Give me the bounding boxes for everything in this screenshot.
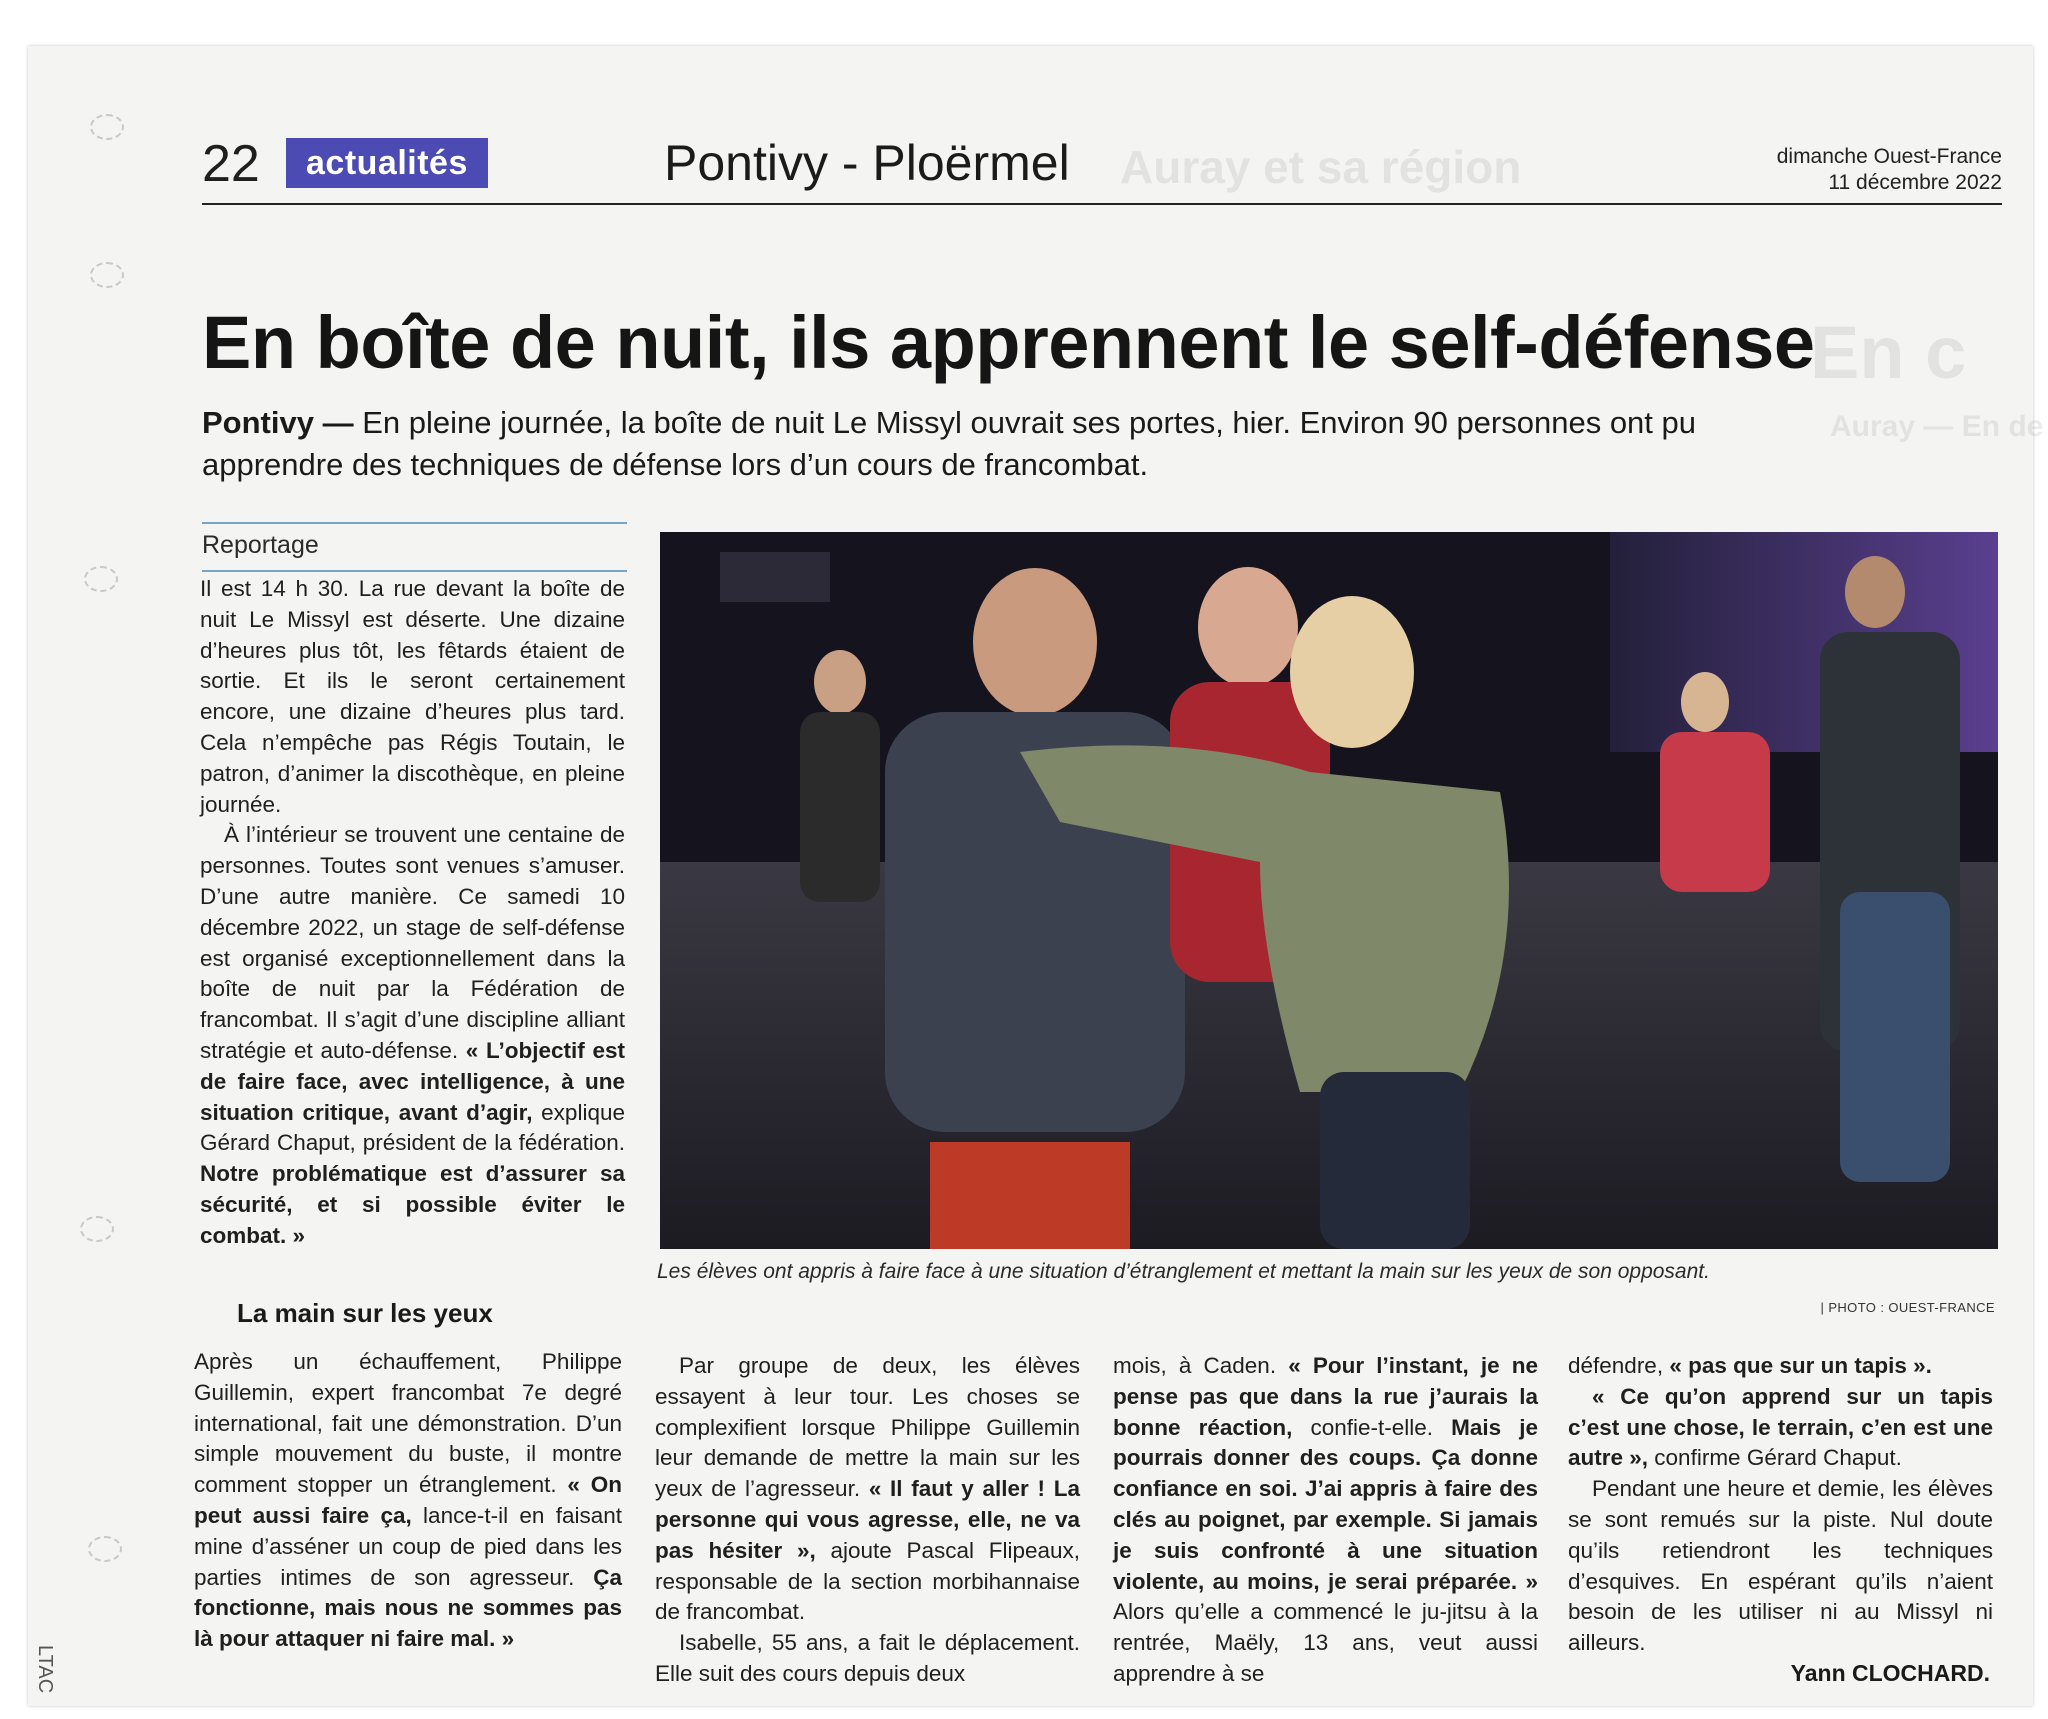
quote-bold: Mais je pourrais donner des coups. Ça donne confiance en soi. J’ai appris à faire des clés au poignet, par exemple. Si jamais je suis confronté à une situation violente, au moins, je serai préparée. » — [1113, 1414, 1538, 1594]
paragraph: Pendant une heure et demie, les élèves se sont remués sur la piste. Nul doute qu’ils retiendront les techniques d’esquives. En espérant qu’ils n’aient besoin de les utiliser ni au Missyl ni ailleurs. — [1568, 1476, 1993, 1656]
reportage-rule-bottom — [202, 570, 627, 572]
standfirst-text: En pleine journée, la boîte de nuit Le Missyl ouvrait ses portes, hier. Environ 90 personnes ont pu apprendre des techniques de défense lors d’un cours de francombat. — [202, 405, 1697, 482]
screen — [720, 552, 830, 602]
photo-illustration — [660, 532, 1998, 1249]
margin-mark: LTAC — [34, 1645, 56, 1694]
edition-title: Pontivy - Ploërmel — [664, 135, 1070, 191]
paragraph — [1568, 1351, 1993, 1382]
text-run: confirme Gérard Chaput. — [1648, 1445, 1902, 1471]
punch-hole — [88, 1536, 122, 1562]
text-run: Alors qu’elle a commencé le ju-jitsu à la rentrée, Maëly, 13 ans, veut aussi apprendre à se — [1113, 1599, 1538, 1686]
article-column-4 — [1568, 1351, 1993, 1659]
paragraph: Il est 14 h 30. La rue devant la boîte de nuit Le Missyl est déserte. Une dizaine d’heures plus tôt, les fêtards étaient de sortie. Et ils le seront certainement encore, une dizaine d’heures plus tard. Cela n’empêche pas Régis Toutain, le patron, d’animer la discothèque, en pleine journée. — [200, 576, 625, 817]
punch-hole — [90, 262, 124, 288]
reportage-rule-top — [202, 522, 627, 524]
woman-jeans — [1320, 1072, 1470, 1249]
person-head — [814, 650, 866, 714]
quote-bold: « Ce qu’on apprend sur un tapis c’est une chose, le terrain, c’en est une autre », — [1568, 1383, 1993, 1471]
quote-bold: « Il faut y aller ! La personne qui vous agresse, elle, ne va pas hésiter », — [655, 1476, 1080, 1563]
author-signature: Yann CLOCHARD. — [1790, 1660, 1990, 1686]
person-legs — [1840, 892, 1950, 1182]
date-line-date: 11 décembre 2022 — [1828, 171, 2002, 194]
text-run: Par groupe de deux, les élèves essayent à leur tour. Les choses se complexifient lorsque Philippe Guillemin leur demande de mettre la main sur les yeux de l’agresseur. — [655, 1353, 1080, 1502]
quote-bold: Ça fonctionne, mais nous ne sommes pas là pour attaquer ni faire mal. » — [194, 1564, 622, 1652]
reportage-label-box — [202, 522, 627, 572]
article-headline: En boîte de nuit, ils apprennent le self-défense — [202, 301, 1815, 384]
person-head — [1681, 672, 1729, 732]
date-line — [1777, 144, 2002, 196]
page-header — [202, 130, 2002, 204]
photo-caption: Les élèves ont appris à faire face à une situation d’étranglement et mettant la main sur les yeux de son opposant. — [657, 1260, 1710, 1283]
page-number: 22 — [202, 135, 260, 193]
date-line-newspaper: dimanche Ouest-France — [1776, 145, 2002, 168]
text-run: ajoute Pascal Flipeaux, responsable de la section morbihannaise de francombat. — [655, 1537, 1081, 1625]
header-rule — [202, 203, 2002, 205]
paragraph — [1568, 1382, 1993, 1474]
reportage-label: Reportage — [202, 531, 319, 559]
paragraph — [1113, 1351, 1538, 1690]
quote-bold: « Pour l’instant, je ne pense pas que dans la rue j’aurais la bonne réaction, — [1113, 1353, 1538, 1440]
article-column-1-continued — [194, 1347, 622, 1655]
punch-hole — [90, 114, 124, 140]
punch-hole — [84, 566, 118, 592]
photo-credit: | PHOTO : OUEST-FRANCE — [1820, 1300, 1995, 1315]
text-run: confie-t-elle. — [1292, 1414, 1452, 1440]
standfirst-place: Pontivy — — [202, 405, 354, 440]
article-photo — [660, 532, 1998, 1249]
quote-bold: « L’objectif est de faire face, avec intelligence, à une situation critique, avant d’agir, — [200, 1037, 626, 1125]
text-run: explique Gérard Chaput, président de la fédération. — [200, 1099, 625, 1156]
text-run: À l’intérieur se trouvent une centaine de personnes. Toutes sont venues s’amuser. D’une autre manière. Ce samedi 10 décembre 2022, un stage de self-défense est organisé exceptionnellement dans la boîte de nuit par la Fédération de francombat. Il s’agit d’une discipline alliant stratégie et auto-défense. — [200, 822, 625, 1063]
person-head — [1845, 556, 1905, 628]
paragraph: Isabelle, 55 ans, a fait le déplacement. Elle suit des cours depuis deux — [655, 1630, 1080, 1686]
text-run: lance-t-il en faisant mine d’asséner un coup de pied dans les parties intimes de son agresseur. — [194, 1502, 622, 1590]
woman-hair — [1290, 596, 1414, 748]
quote-bold: « On peut aussi faire ça, — [194, 1472, 622, 1528]
man-head — [973, 568, 1097, 716]
text-run: Après un échauffement, Philippe Guillemin, expert francombat 7e degré international, fait une démonstration. D’un simple mouvement du buste, il montre comment stopper un étranglement. — [194, 1349, 622, 1498]
older-man-head — [1198, 567, 1298, 687]
paragraph — [200, 820, 625, 1251]
article-column-2 — [655, 1351, 1080, 1690]
man-red-bag — [930, 1142, 1130, 1249]
punch-hole — [80, 1216, 114, 1242]
quote-bold: Notre problématique est d’assurer sa sécurité, et si possible éviter le combat. » — [200, 1161, 625, 1248]
person-body — [800, 712, 880, 902]
intertitle: La main sur les yeux — [237, 1298, 493, 1328]
text-run: mois, à Caden. — [1113, 1353, 1289, 1378]
article-column-3 — [1113, 1351, 1538, 1690]
paragraph — [655, 1351, 1080, 1628]
article-column-1 — [200, 574, 625, 1252]
article-standfirst — [202, 402, 1792, 486]
section-rubric: actualités — [286, 138, 488, 188]
text-run: défendre, — [1568, 1353, 1670, 1378]
quote-bold: « pas que sur un tapis ». — [1669, 1353, 1932, 1378]
paragraph — [194, 1347, 622, 1655]
person-body — [1660, 732, 1770, 892]
